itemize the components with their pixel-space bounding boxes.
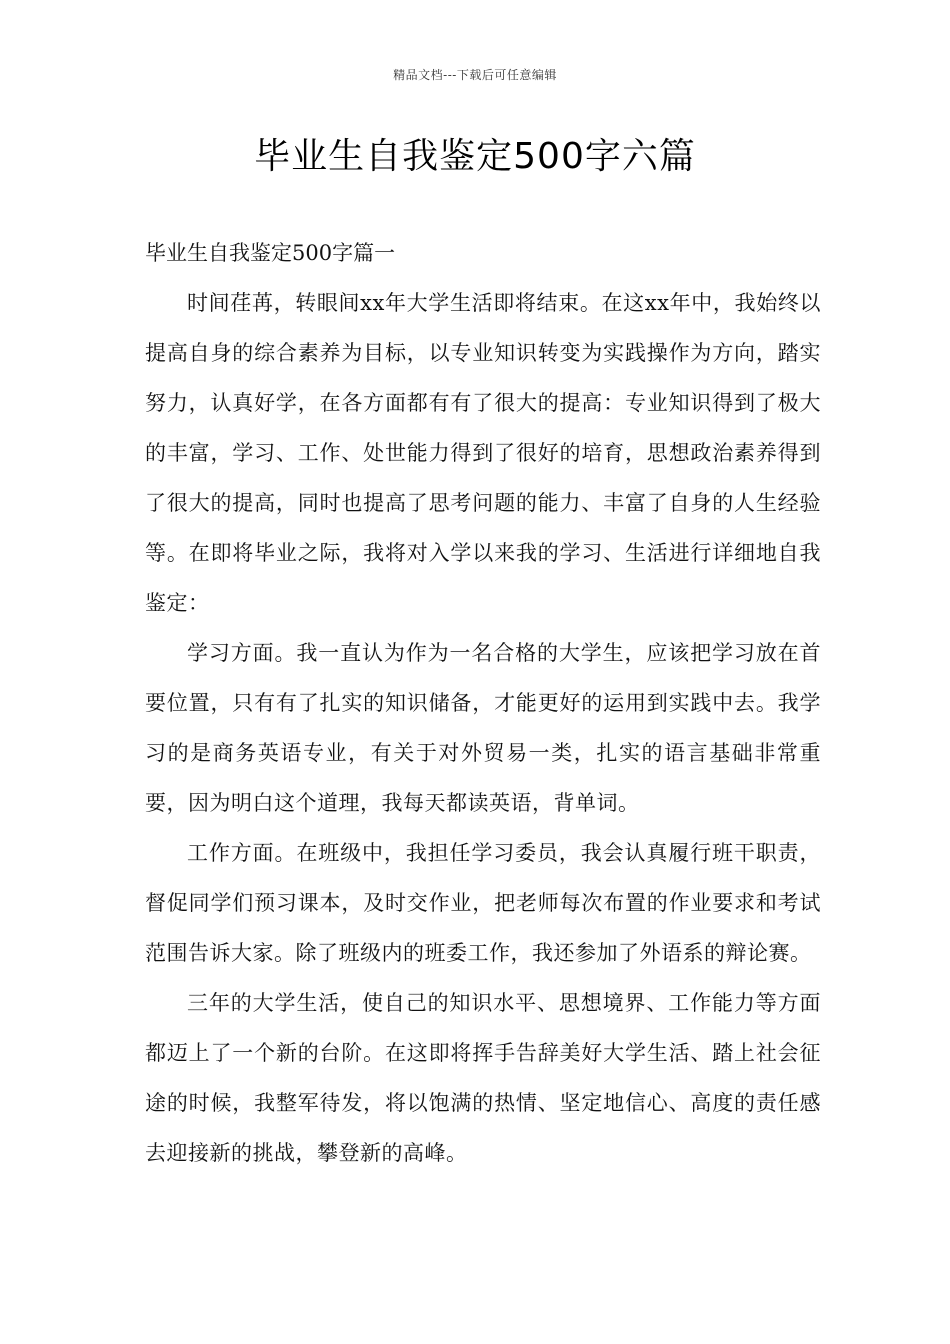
document-title: 毕业生自我鉴定500字六篇	[254, 136, 696, 177]
paragraph-summary: 三年的大学生活，使自己的知识水平、思想境界、工作能力等方面都迈上了一个新的台阶。在这即将挥手告辞美好大学生活、踏上社会征途的时候，我整军待发，将以饱满的热情、坚定地信心、高度的责任感去迎接新的挑战，攀登新的高峰。	[145, 991, 821, 1165]
section-heading: 毕业生自我鉴定500字篇一	[145, 241, 396, 265]
header-note: 精品文档---下载后可任意编辑	[393, 68, 557, 82]
paragraph-intro: 时间荏苒，转眼间xx年大学生活即将结束。在这xx年中，我始终以提高自身的综合素养为目标，以专业知识转变为实践操作为方向，踏实努力，认真好学，在各方面都有有了很大的提高：专业知识得到了极大的丰富，学习、工作、处世能力得到了很好的培育，思想政治素养得到了很大的提高，同时也提高了思考问题的能力、丰富了自身的人生经验等。在即将毕业之际，我将对入学以来我的学习、生活进行详细地自我鉴定：	[145, 291, 821, 615]
paragraph-study: 学习方面。我一直认为作为一名合格的大学生，应该把学习放在首要位置，只有有了扎实的知识储备，才能更好的运用到实践中去。我学习的是商务英语专业，有关于对外贸易一类，扎实的语言基础非常重要，因为明白这个道理，我每天都读英语，背单词。	[145, 641, 821, 815]
paragraph-work: 工作方面。在班级中，我担任学习委员，我会认真履行班干职责，督促同学们预习课本，及时交作业，把老师每次布置的作业要求和考试范围告诉大家。除了班级内的班委工作，我还参加了外语系的辩论赛。	[145, 841, 821, 965]
document-body	[145, 228, 821, 1178]
